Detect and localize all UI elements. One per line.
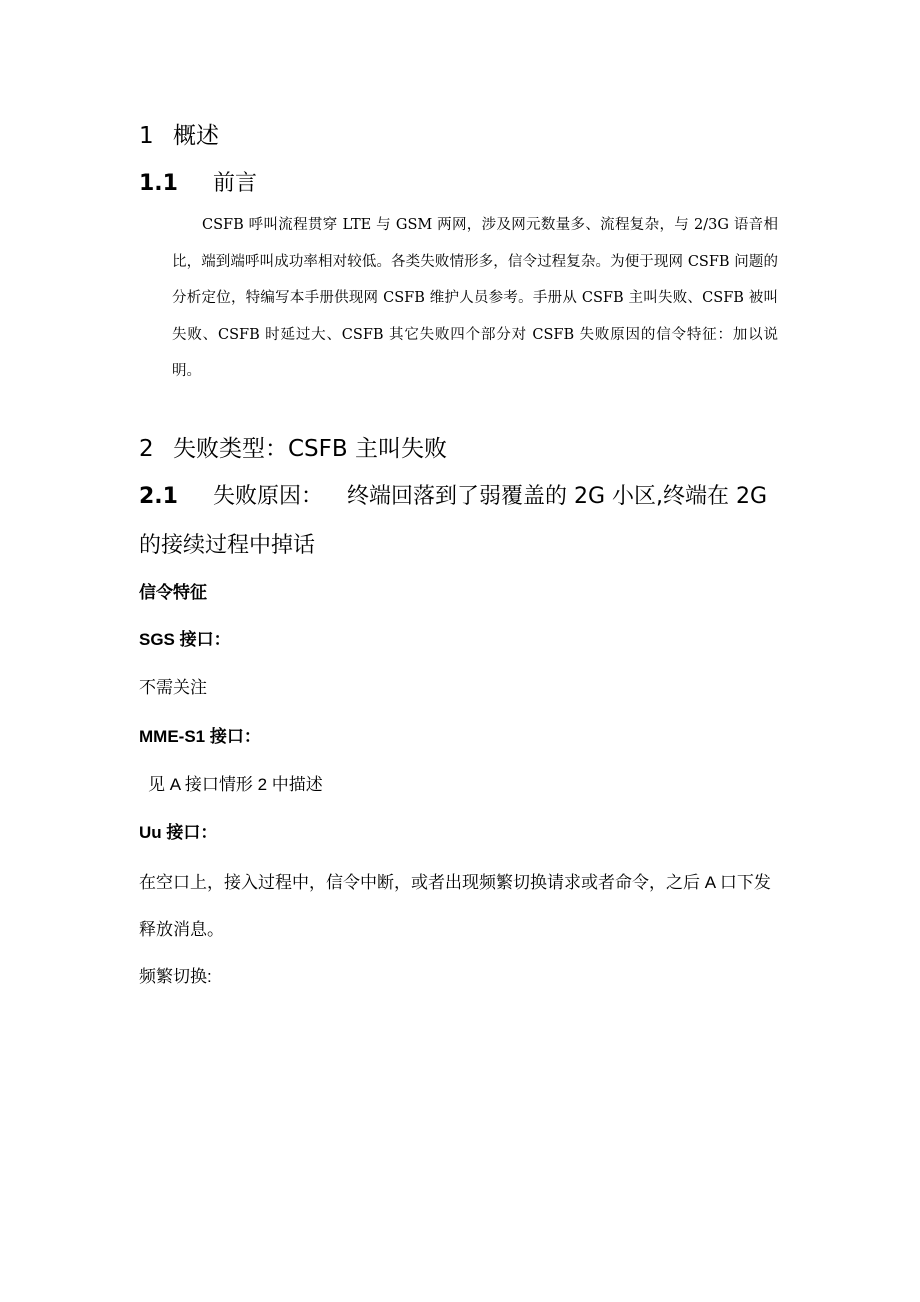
heading-label: 失败原因： <box>213 484 324 509</box>
mme-s1-interface-text: 见 A 接口情形 2 中描述 <box>148 775 323 794</box>
heading-title-line-1: 终端回落到了弱覆盖的 2G 小区,终端在 2G <box>347 484 768 509</box>
heading-section-1-1 <box>139 169 257 199</box>
heading-number: 1 <box>139 123 154 149</box>
preface-paragraph: CSFB 呼叫流程贯穿 LTE 与 GSM 两网，涉及网元数量多、流程复杂，与 2/3G 语音相比，端到端呼叫成功率相对较低。各类失败情形多，信令过程复杂。为便于现网 CSFB 问题的分析定位，特编写本手册供现网 CSFB 维护人员参考。手册从 CSFB 主叫失败、CSFB 被叫失败、CSFB 时延过大、CSFB 其它失败四个部分对 CSFB 失败原因的信令特征：加以说明。 <box>172 217 778 379</box>
heading-title: 前言 <box>213 171 258 196</box>
heading-title: 失败类型：CSFB 主叫失败 <box>173 436 447 462</box>
heading-section-2-1 <box>139 482 767 512</box>
heading-section-2-1-continued <box>139 531 315 561</box>
uu-interface-label: Uu 接口： <box>139 823 218 842</box>
signal-features-label: 信令特征 <box>139 583 207 602</box>
sgs-interface-text: 不需关注 <box>139 678 207 697</box>
heading-number: 2 <box>139 436 154 462</box>
heading-number: 2.1 <box>139 484 178 509</box>
heading-section-1 <box>139 121 219 151</box>
heading-title-line-2: 的接续过程中掉话 <box>139 533 316 558</box>
heading-title: 概述 <box>173 123 219 149</box>
frequent-handover-label: 频繁切换: <box>139 967 212 986</box>
uu-interface-text: 在空口上，接入过程中，信令中断，或者出现频繁切换请求或者命令，之后 A 口下发释放消息。 <box>139 873 771 939</box>
heading-section-2 <box>139 434 447 464</box>
mme-s1-interface-label: MME-S1 接口： <box>139 727 261 746</box>
sgs-interface-label: SGS 接口： <box>139 630 231 649</box>
heading-number: 1.1 <box>139 171 178 196</box>
